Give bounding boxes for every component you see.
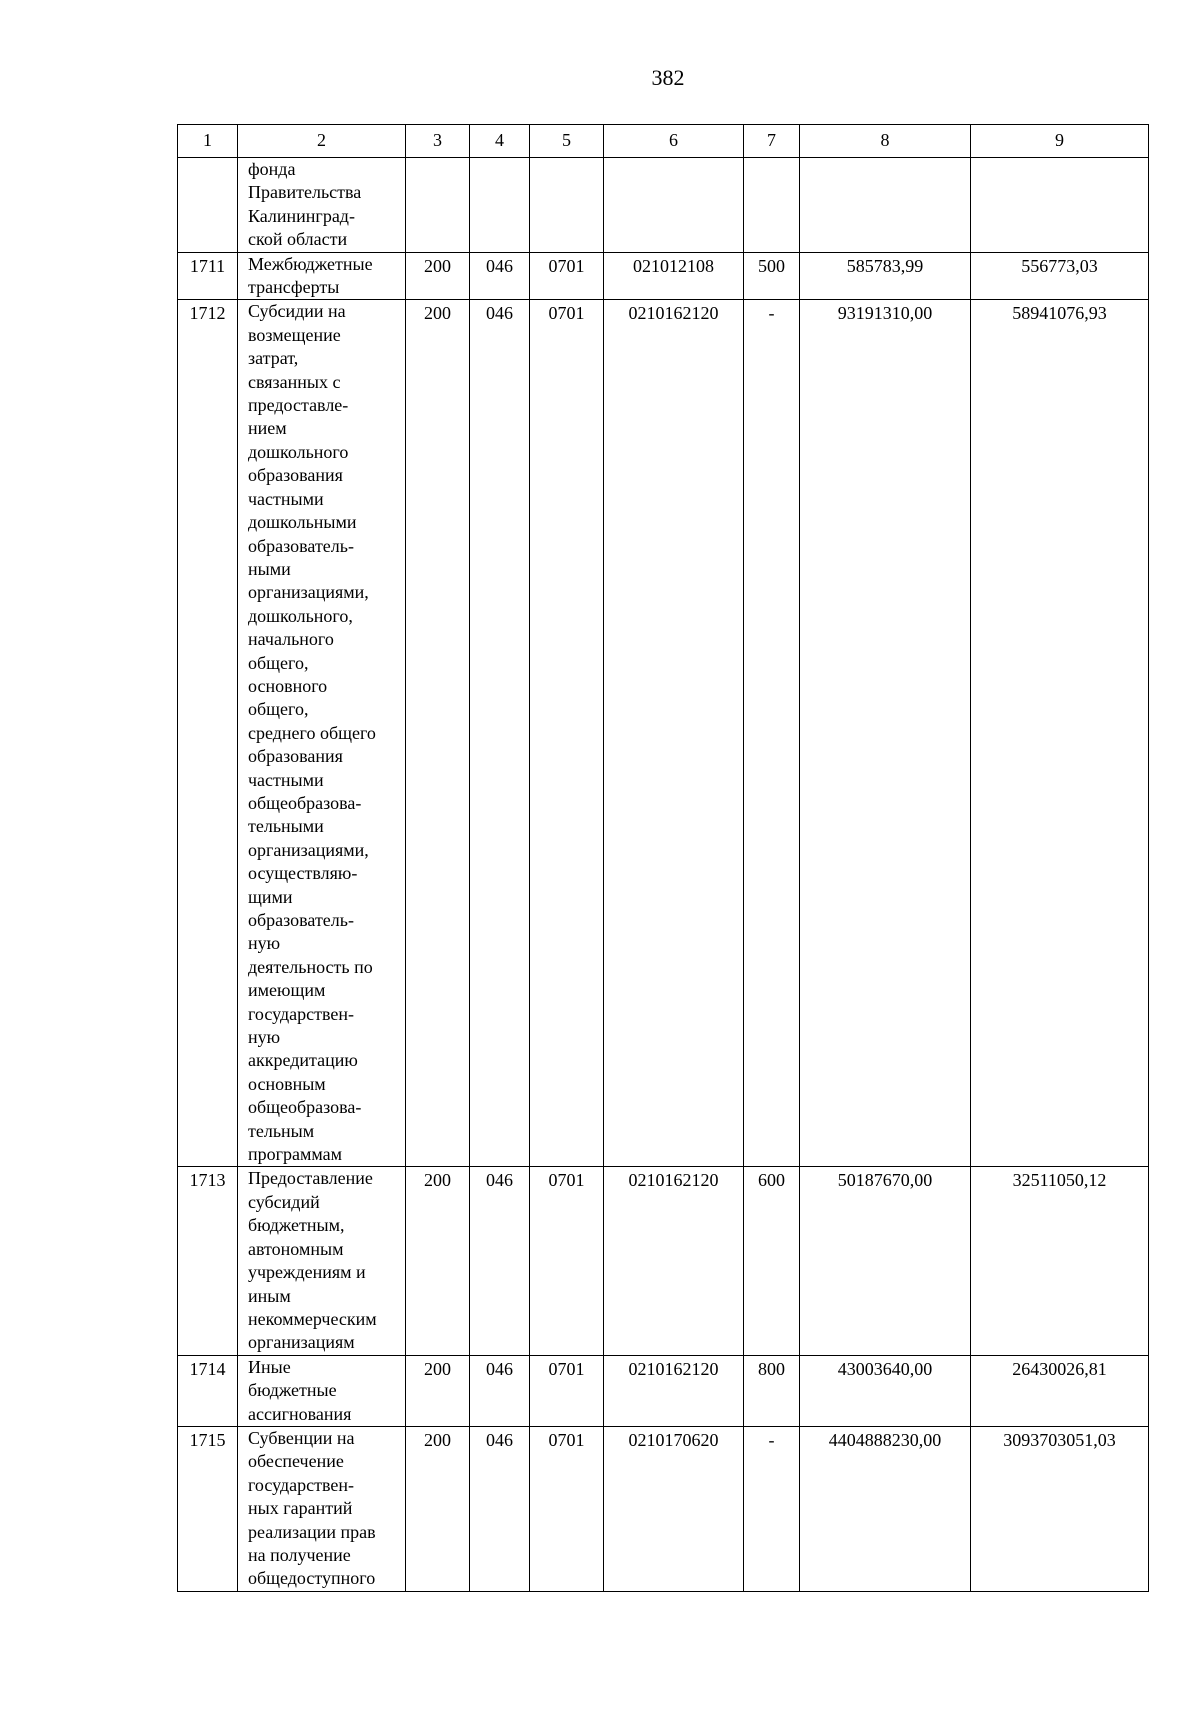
description-line: дошкольного xyxy=(248,441,349,462)
description-line: деятельность по xyxy=(248,956,373,977)
description-line: ской области xyxy=(248,229,348,250)
description-line: некоммерческим xyxy=(248,1308,377,1329)
code-cell-7: - xyxy=(744,300,800,1167)
page-number: 382 xyxy=(651,65,685,90)
description-line: организациями, xyxy=(248,839,369,860)
table-row xyxy=(178,252,1149,300)
description-line: ную xyxy=(248,1027,281,1048)
description-line: щими xyxy=(248,886,293,907)
table-row xyxy=(178,158,1149,253)
code-cell-6: 0210162120 xyxy=(604,1355,744,1426)
description-line: образователь- xyxy=(248,910,354,930)
description-line: Субвенции на xyxy=(248,1427,355,1448)
description-line: ную xyxy=(248,933,281,954)
description-line: среднего общего xyxy=(248,722,376,743)
description-line: дошкольными xyxy=(248,512,357,533)
description-line: ассигнования xyxy=(248,1403,352,1424)
description-line: организациями, xyxy=(248,582,369,603)
amount-cell-9: 58941076,93 xyxy=(971,300,1149,1167)
column-header: 2 xyxy=(238,125,406,158)
description-line: Иные xyxy=(248,1356,291,1377)
description-line: ными xyxy=(248,558,291,579)
code-cell-6: 0210170620 xyxy=(604,1426,744,1591)
description-cell xyxy=(238,1355,406,1426)
code-cell-5: 0701 xyxy=(530,252,604,300)
row-number-cell: 1715 xyxy=(178,1426,238,1591)
description-line: общего, xyxy=(248,699,309,720)
code-cell-7 xyxy=(744,158,800,253)
row-number-cell: 1711 xyxy=(178,252,238,300)
amount-cell-9: 556773,03 xyxy=(971,252,1149,300)
description-cell xyxy=(238,300,406,1167)
code-cell-7: 600 xyxy=(744,1167,800,1355)
description-line: общедоступного xyxy=(248,1568,376,1589)
row-number-cell xyxy=(178,158,238,253)
description-line: затрат, xyxy=(248,348,299,369)
table-row xyxy=(178,1426,1149,1591)
column-header: 9 xyxy=(971,125,1149,158)
code-cell-4: 046 xyxy=(470,300,530,1167)
description-line: тельными xyxy=(248,816,324,837)
table-row xyxy=(178,1355,1149,1426)
code-cell-3: 200 xyxy=(406,252,470,300)
row-number-cell: 1712 xyxy=(178,300,238,1167)
description-line: Правительства xyxy=(248,182,362,203)
code-cell-3: 200 xyxy=(406,1426,470,1591)
code-cell-7: 800 xyxy=(744,1355,800,1426)
amount-cell-9: 26430026,81 xyxy=(971,1355,1149,1426)
column-header: 8 xyxy=(800,125,971,158)
description-line: бюджетным, xyxy=(248,1215,345,1236)
description-line: Субсидии на xyxy=(248,301,346,322)
description-line: основного xyxy=(248,675,328,696)
amount-cell-8: 50187670,00 xyxy=(800,1167,971,1355)
description-line: Калининград- xyxy=(248,205,355,226)
code-cell-4: 046 xyxy=(470,1167,530,1355)
code-cell-3: 200 xyxy=(406,300,470,1167)
code-cell-6 xyxy=(604,158,744,253)
column-header: 4 xyxy=(470,125,530,158)
description-line: нием xyxy=(248,418,287,439)
description-line: Предоставление xyxy=(248,1168,373,1189)
description-cell xyxy=(238,1167,406,1355)
amount-cell-9: 3093703051,03 xyxy=(971,1426,1149,1591)
code-cell-6: 0210162120 xyxy=(604,1167,744,1355)
column-header: 3 xyxy=(406,125,470,158)
description-line: основным xyxy=(248,1073,326,1094)
code-cell-4 xyxy=(470,158,530,253)
amount-cell-9: 32511050,12 xyxy=(971,1167,1149,1355)
description-line: связанных с xyxy=(248,371,341,392)
code-cell-6: 0210162120 xyxy=(604,300,744,1167)
description-line: общеобразова- xyxy=(248,1097,362,1118)
header-row xyxy=(178,125,1149,158)
description-line: учреждениям и xyxy=(248,1262,366,1283)
code-cell-5 xyxy=(530,158,604,253)
table-row xyxy=(178,300,1149,1167)
description-line: субсидий xyxy=(248,1191,320,1212)
description-line: программам xyxy=(248,1144,343,1165)
description-line: организациям xyxy=(248,1332,355,1353)
description-line: Межбюджетные xyxy=(248,253,373,274)
column-header: 5 xyxy=(530,125,604,158)
code-cell-5: 0701 xyxy=(530,1355,604,1426)
code-cell-6: 021012108 xyxy=(604,252,744,300)
description-line: аккредитацию xyxy=(248,1050,358,1071)
description-line: образования xyxy=(248,465,343,486)
code-cell-3 xyxy=(406,158,470,253)
code-cell-4: 046 xyxy=(470,252,530,300)
description-line: общего, xyxy=(248,652,309,673)
description-line: дошкольного, xyxy=(248,605,353,626)
amount-cell-8 xyxy=(800,158,971,253)
description-line: осуществляю- xyxy=(248,863,358,884)
code-cell-7: - xyxy=(744,1426,800,1591)
code-cell-5: 0701 xyxy=(530,1167,604,1355)
description-cell xyxy=(238,1426,406,1591)
description-line: реализации прав xyxy=(248,1521,376,1542)
amount-cell-8: 4404888230,00 xyxy=(800,1426,971,1591)
column-header: 7 xyxy=(744,125,800,158)
description-line: возмещение xyxy=(248,324,341,345)
description-line: фонда xyxy=(248,159,296,179)
description-line: государствен- xyxy=(248,1474,355,1495)
description-line: частными xyxy=(248,488,324,509)
description-line: бюджетные xyxy=(248,1380,337,1401)
description-line: предоставле- xyxy=(248,395,349,416)
code-cell-7: 500 xyxy=(744,252,800,300)
description-line: обеспечение xyxy=(248,1451,344,1472)
amount-cell-8: 585783,99 xyxy=(800,252,971,300)
description-cell xyxy=(238,252,406,300)
table-body xyxy=(178,158,1149,1592)
description-line: частными xyxy=(248,769,324,790)
row-number-cell: 1713 xyxy=(178,1167,238,1355)
amount-cell-8: 43003640,00 xyxy=(800,1355,971,1426)
description-line: государствен- xyxy=(248,1003,355,1024)
description-cell xyxy=(238,158,406,253)
code-cell-3: 200 xyxy=(406,1355,470,1426)
description-line: начального xyxy=(248,629,334,650)
description-line: автономным xyxy=(248,1238,344,1259)
code-cell-4: 046 xyxy=(470,1426,530,1591)
description-line: трансферты xyxy=(248,277,340,298)
amount-cell-9 xyxy=(971,158,1149,253)
description-line: ных гарантий xyxy=(248,1498,353,1519)
description-line: имеющим xyxy=(248,980,326,1001)
row-number-cell: 1714 xyxy=(178,1355,238,1426)
column-header: 1 xyxy=(178,125,238,158)
code-cell-3: 200 xyxy=(406,1167,470,1355)
description-line: общеобразова- xyxy=(248,792,362,813)
table-row xyxy=(178,1167,1149,1355)
description-line: иным xyxy=(248,1285,291,1306)
description-line: тельным xyxy=(248,1120,315,1141)
code-cell-5: 0701 xyxy=(530,1426,604,1591)
description-line: образования xyxy=(248,746,343,767)
code-cell-5: 0701 xyxy=(530,300,604,1167)
code-cell-4: 046 xyxy=(470,1355,530,1426)
column-header: 6 xyxy=(604,125,744,158)
description-line: образователь- xyxy=(248,535,354,556)
amount-cell-8: 93191310,00 xyxy=(800,300,971,1167)
budget-table xyxy=(177,124,1149,1592)
description-line: на получение xyxy=(248,1544,351,1565)
